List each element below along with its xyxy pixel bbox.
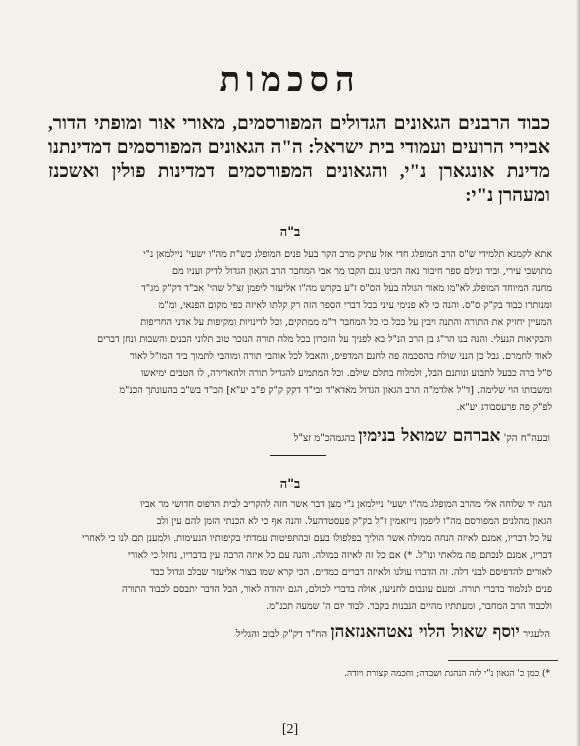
section-divider: [270, 455, 326, 456]
second-signature-name: יוסף שאול הלוי נאטהאנזאהן: [330, 622, 520, 642]
first-line: מחנה המיוחד המופלג לא"מו מאור הגולה בעל הס"ס ז"ע בקרש מה"ו אליעזר ליפמן זצ"ל שהי' אב"ד דק"ק מג"ד: [141, 283, 552, 294]
second-signature: [46, 622, 550, 642]
second-line: דבריו, אמנם לנכתם פה מלאתי ונו"ל. *) אם כל זה לאיזה במולה. והנה עם כל איזה הרבה עין בדבריו, נחזל כי לאורי: [127, 550, 552, 561]
first-line: המעיין יחזיק את התורה והתנה ויבין על ככל כי כל המחבר ר"מ ממתקים, וכל לדינויות ומקיפות על אדני החריפות: [140, 317, 552, 328]
first-line: לאוד לחמרם. גבל כן הנני שולח בהסכמה פה לחנם המדפיס, והאבל לכל אוהבי תורה ומוהבי לתמוך ביד המו"ל לאור: [129, 351, 552, 362]
second-line: לאורים להדפיסם לבני דלה. זה הדברו עולנו ולאיזה דברים כמדים. הכי קרא שמו בצור אליעזר שבלב וגדול כבד: [150, 567, 552, 578]
first-signature: [46, 426, 550, 446]
page-title: הסכמות: [219, 62, 361, 99]
footnote: *) כמן כ' הגאון נ"י לזה הנהגת ושבדה; וחכמה קצורת ויודה.: [344, 669, 550, 679]
second-signature-prefix: הלעגיר: [523, 629, 550, 640]
first-line: ומשבותו הוי שלימה. [ד"ל אלדמ"ה הרב הגאון הגדול מאדא"ד ובי"ד דקק ק"ק פ"ב יע"א] הכ"ד בש"ב בהעונתך הכנ"מ: [119, 385, 552, 396]
second-line: ולכבוד הרב המחבר, ומעתתיו מהיים הנבנות בקבר. לבוד יום ה' שמעה תכנ"מ.: [266, 601, 552, 612]
second-line: פנים לנלמוד בדברי תורה. ומעם עונבום לחניעו, אולה בדברי לכולם, הגם יהודה לאור, הבל הדבר יתבסם לכבוד התורה: [121, 584, 552, 595]
second-line: הגאון מהלנים המפורסם מה"ו ליפמן נייזאמין ז"ל בק"ק פעסטדהעל. והנה אף כי לא הכנתי הזמן להם עין ולב: [156, 516, 552, 527]
first-line: והבקיאות הנעלי. והנה בנו הר"ג בן הרב הנ"ל בא לפניך על הזכרון בכל מלה תורה הנזכר טוב תלוני הבנים והשבות ונחן דברים: [97, 334, 552, 345]
first-line: ס"ל ברה כבעל לתבוע ונותנם הבל, ולמלוח בתלם שילם. וכל המתמיע להגדיל תורה ולהאדירה, לו הטבים ימיאשו: [140, 368, 552, 379]
first-line: ומנותרו כבוד בק"ק ס"ס. והנה כי לא פנימי עיני בכל דברי הספר הזה רק קלתו לאיזה כפי מקום הפנאי, ומ"מ: [158, 300, 552, 311]
first-line: מתושבי עירי, וביד ונילם ספר חיבור נאה הכינו נגם הקבו מר אבי המחבר הרב הגאון הגדול לדיק ועניו מם: [171, 266, 552, 277]
second-approbation-text: [46, 496, 552, 615]
first-signature-name: אברהם שמואל בנימין: [358, 426, 501, 446]
second-line: הנה יד שלוחה אלי מהרב המופלג מה"ו ישעי' ניילמאן נ"י מצן דבר אשר חזה להקריב לבית הדפוס חדושי מר אביו: [140, 499, 552, 510]
scan-edge-shadow: [576, 0, 580, 746]
first-signature-suffix: בהגמהכ"מ זצ"ל: [293, 433, 356, 444]
first-bh-mark: ב"ה: [279, 225, 301, 240]
first-line: לפ"ק פה פרעסבורג יע"א.: [456, 402, 552, 413]
first-line: אתא לקמנא תלמידי ש"ס הרב המופלג חדי אזל עתיק מרב הקר בעל פנים המופלג כש"ת מה"ו ישעי' ניילמאן נ"י: [143, 249, 552, 260]
first-approbation-text: [46, 246, 552, 416]
footnote-divider: [448, 660, 558, 661]
dedication-header: כבוד הרבנים הגאונים הגדולים המפורסמים, מאורי אור ומופתי הדור, אבירי הרועים ועמודי בית ישראל: ה"ה הגאונים המפורסמים דמדינתנו מדינת אונגארן נ"י, והגאונים המפורסמים דמדינות פולין ואשכנז ומעהרן נ"י:: [48, 113, 550, 206]
second-signature-suffix: הח"ד דק"ק לבוב והגליל: [235, 629, 328, 640]
second-line: על כל דבריו, אמנם לאיזה הנחה ממולה אשר הוליך בפלפולו בעם ובהתפיטות עמדתי בקיפותיו הנעימות. ולמענן תם לנו כי לאחרי: [82, 533, 552, 544]
first-signature-prefix: ובעה"ח הק': [503, 433, 550, 444]
page-number: [2]: [281, 722, 299, 737]
second-bh-mark: ב"ה: [279, 477, 301, 492]
